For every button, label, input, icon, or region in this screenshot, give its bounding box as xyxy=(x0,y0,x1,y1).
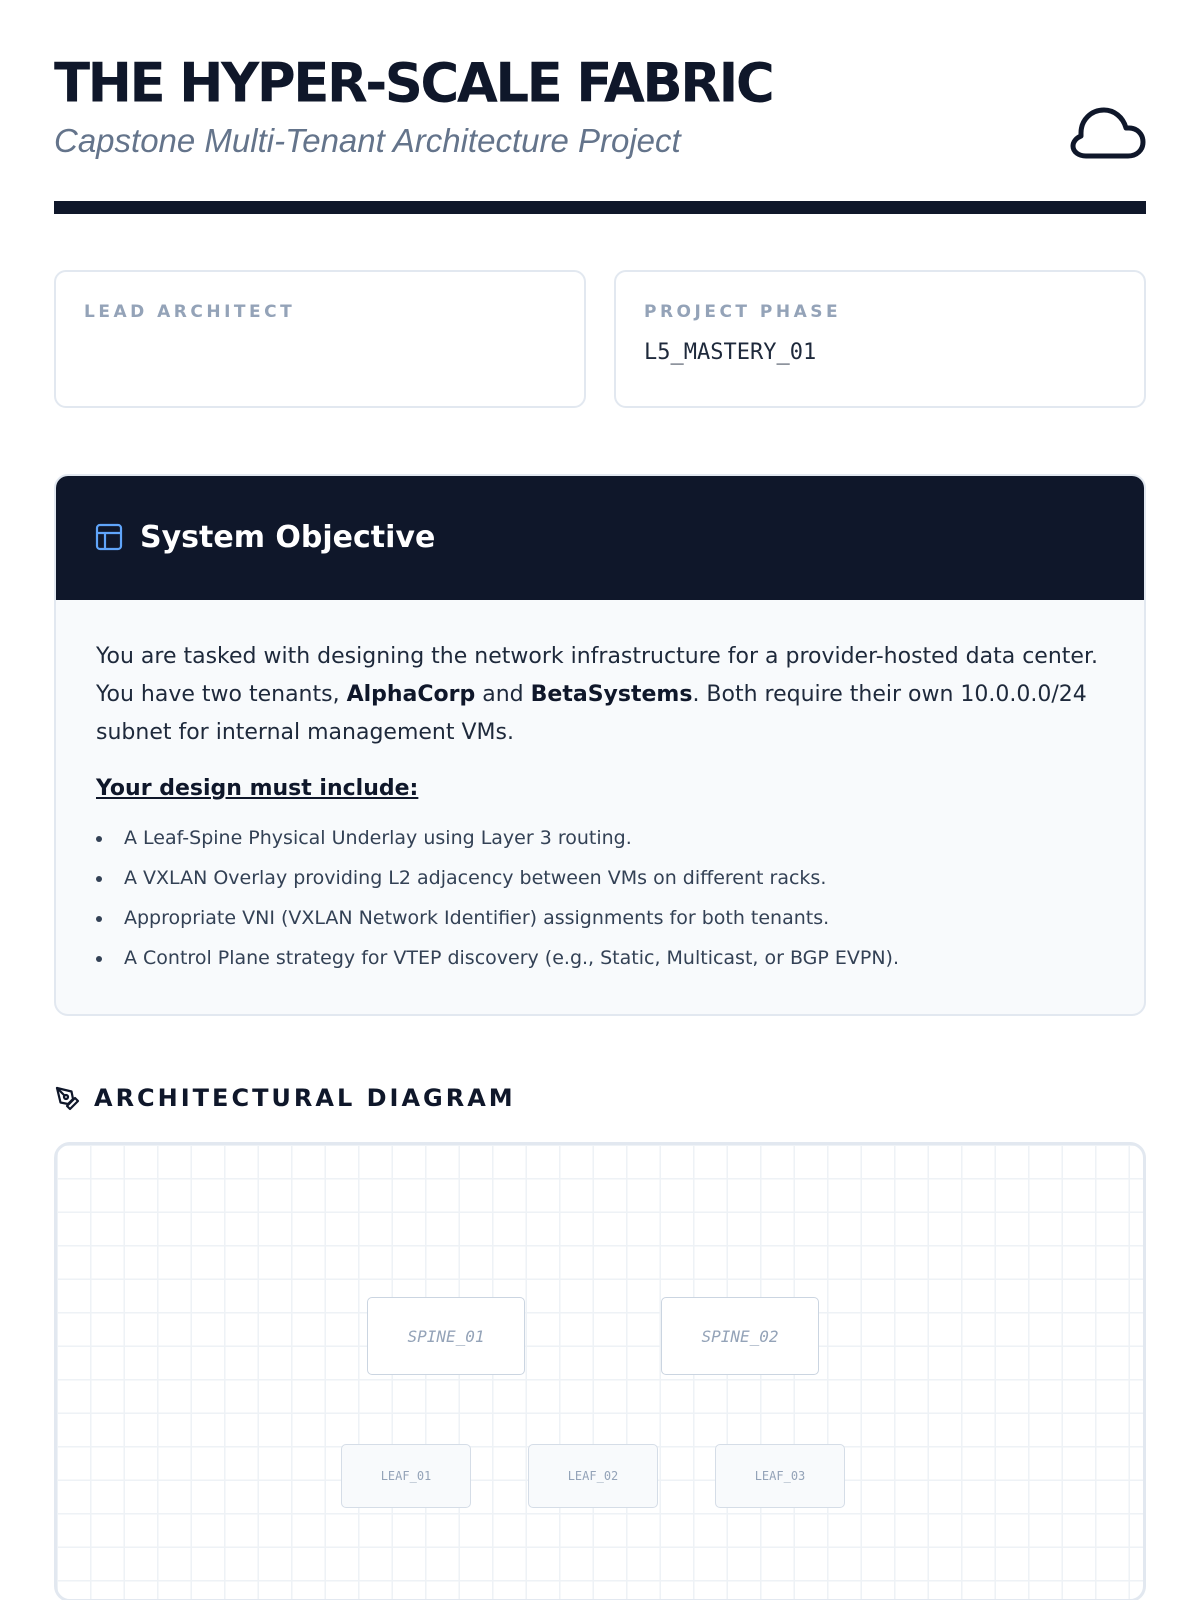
meta-row xyxy=(54,270,1146,408)
requirements-heading: Your design must include: xyxy=(96,776,419,801)
objective-paragraph xyxy=(96,638,1104,752)
spine-node[interactable]: SPINE_02 xyxy=(661,1297,819,1375)
spine-node[interactable]: SPINE_01 xyxy=(367,1297,525,1375)
system-objective-body xyxy=(56,600,1144,1014)
system-objective-card xyxy=(54,474,1146,1016)
architecture-diagram-canvas[interactable] xyxy=(54,1142,1146,1600)
lead-architect-label: LEAD ARCHITECT xyxy=(84,302,296,322)
requirement-item: A VXLAN Overlay providing L2 adjacency between VMs on different racks. xyxy=(96,858,1104,898)
requirements-list xyxy=(96,818,1104,978)
requirement-item: A Leaf-Spine Physical Underlay using Layer 3 routing. xyxy=(96,818,1104,858)
system-objective-header xyxy=(54,474,1146,600)
diagram-section-heading xyxy=(54,1084,1146,1112)
pen-tool-icon xyxy=(54,1085,80,1111)
objective-text-part: and xyxy=(475,682,531,707)
project-phase-value: L5_MASTERY_01 xyxy=(644,340,817,365)
project-phase-card xyxy=(614,270,1146,408)
page-header xyxy=(54,0,1146,214)
lead-architect-value[interactable] xyxy=(84,338,556,368)
leaf-node[interactable]: LEAF_01 xyxy=(341,1444,471,1508)
project-phase-label: PROJECT PHASE xyxy=(644,302,842,322)
page-title: THE HYPER-SCALE FABRIC xyxy=(54,52,773,115)
diagram-title: ARCHITECTURAL DIAGRAM xyxy=(94,1084,516,1112)
page-subtitle: Capstone Multi-Tenant Architecture Project xyxy=(54,122,681,159)
leaf-node[interactable]: LEAF_03 xyxy=(715,1444,845,1508)
tenant-alphacorp: AlphaCorp xyxy=(346,682,476,707)
cloud-icon xyxy=(1070,104,1146,164)
tenant-betasystems: BetaSystems xyxy=(530,682,693,707)
requirement-item: A Control Plane strategy for VTEP discovery (e.g., Static, Multicast, or BGP EVPN). xyxy=(96,938,1104,978)
lead-architect-card xyxy=(54,270,586,408)
leaf-node[interactable]: LEAF_02 xyxy=(528,1444,658,1508)
layout-icon xyxy=(94,522,124,552)
requirement-item: Appropriate VNI (VXLAN Network Identifier) assignments for both tenants. xyxy=(96,898,1104,938)
system-objective-title: System Objective xyxy=(140,519,436,555)
objective-text-part: . Both require their own 10.0.0.0/24 subnet for internal management VMs. xyxy=(96,682,1087,745)
objective-text-part: You are tasked with designing the network infrastructure for a provider-hosted data center. You have two tenants, xyxy=(96,644,1098,707)
